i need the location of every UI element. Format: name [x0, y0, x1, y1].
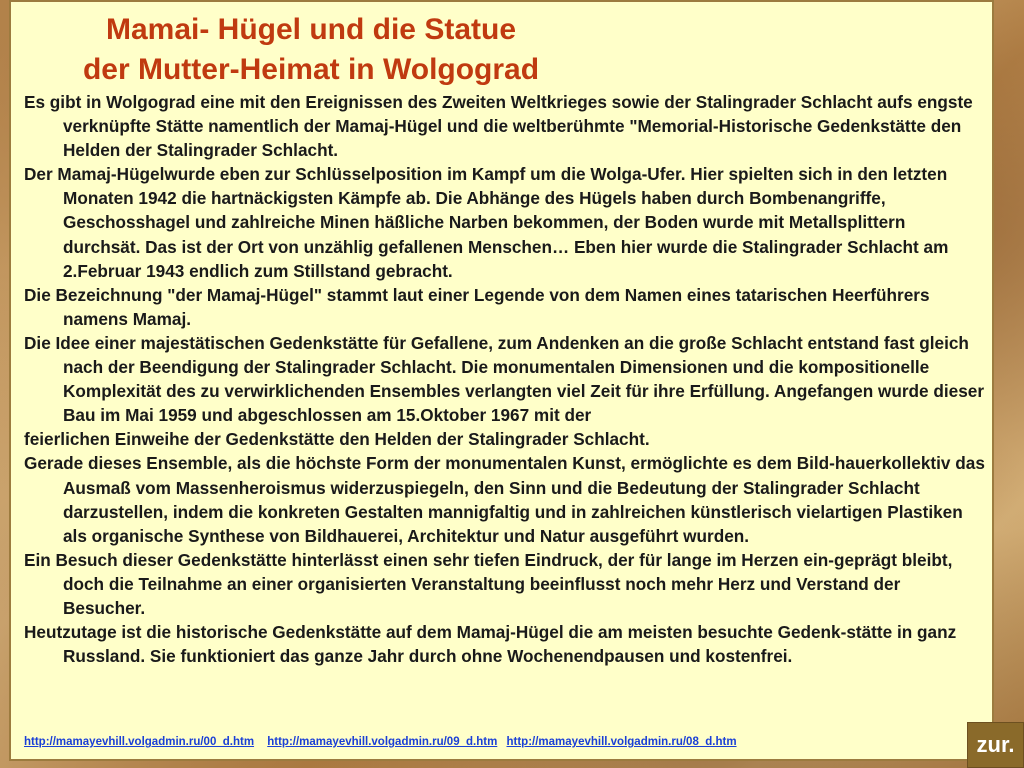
paragraph-today: Heutzutage ist die historische Gedenkstätte auf dem Mamaj-Hügel die am meisten besuchte Gedenk-stätte in ganz Russland. Sie funktioniert das ganze Jahr durch ohne Wochenendpausen und kostenfrei. [24, 622, 957, 667]
paragraph-intro: Es gibt in Wolgograd eine mit den Ereignissen des Zweiten Weltkrieges sowie der Stalingrader Schlacht aufs engste verknüpfte Stätte namentlich der Mamaj-Hügel und die weltberühmte "Memorial-Historische Gedenkstätte den Helden der Stalingrader Schlacht. [24, 92, 973, 161]
source-links [24, 736, 743, 748]
page-title-line-2: der Mutter-Heimat in Wolgograd [82, 53, 540, 86]
text-panel [9, 0, 994, 761]
paragraph-visit: Ein Besuch dieser Gedenkstätte hinterlässt einen sehr tiefen Eindruck, der für lange im Herzen ein-geprägt bleibt, doch die Teilnahme an einer organisierten Veranstaltung beeinflusst noch mehr Herz und Verstand der Besucher. [24, 549, 953, 618]
paragraph-name-origin: Die Bezeichnung "der Mamaj-Hügel" stammt laut einer Legende von dem Namen eines tatarischen Heerführers namens Mamaj. [24, 284, 930, 329]
source-link-3[interactable]: http://mamayevhill.volgadmin.ru/08_d.htm [506, 736, 737, 748]
paragraph-inauguration: feierlichen Einweihe der Gedenkstätte den Helden der Stalingrader Schlacht. [24, 429, 650, 450]
source-link-1[interactable]: http://mamayevhill.volgadmin.ru/00_d.htm [24, 736, 255, 748]
next-slide-button[interactable]: zur. [967, 722, 1024, 768]
source-link-2[interactable]: http://mamayevhill.volgadmin.ru/09_d.htm [267, 736, 498, 748]
paragraph-ensemble: Gerade dieses Ensemble, als die höchste Form der monumentalen Kunst, ermöglichte es dem Bild-hauerkollektiv das Ausmaß vom Massenheroismus widerzuspiegeln, den Sinn und die Bedeutung der Stalingrader Schlacht darzustellen, indem die konkreten Gestalten mannigfaltig und in zahlreichen künstlerisch vielartigen Plastiken als organische Synthese von Bildhauerei, Architektur und Natur ausgeführt wurden. [24, 453, 985, 546]
article-body [24, 90, 986, 668]
page-title-line-1: Mamai- Hügel und die Statue [105, 13, 517, 46]
paragraph-memorial-idea: Die Idee einer majestätischen Gedenkstätte für Gefallene, zum Andenken an die große Schlacht entstand fast gleich nach der Beendigung der Stalingrader Schlacht. Die monumentalen Dimensionen und die kompositionelle Komplexität des zu verwirklichenden Ensembles verlangten viel Zeit für ihre Erfüllung. Angefangen wurde dieser Bau im Mai 1959 und abgeschlossen am 15.Oktober 1967 mit der [24, 332, 985, 426]
paragraph-key-position: Der Mamaj-Hügelwurde eben zur Schlüsselposition im Kampf um die Wolga-Ufer. Hier spielten sich in den letzten Monaten 1942 die hartnäckigsten Kämpfe ab. Die Abhänge des Hügels haben durch Bombenangriffe, Geschosshagel und zahlreiche Minen häßliche Narben bekommen, der Boden wurde mit Metallsplittern durchsät. Das ist der Ort von unzählig gefallenen Menschen… Eben hier wurde die Stalingrader Schlacht am 2.Februar 1943 endlich zum Stillstand gebracht. [24, 164, 949, 281]
